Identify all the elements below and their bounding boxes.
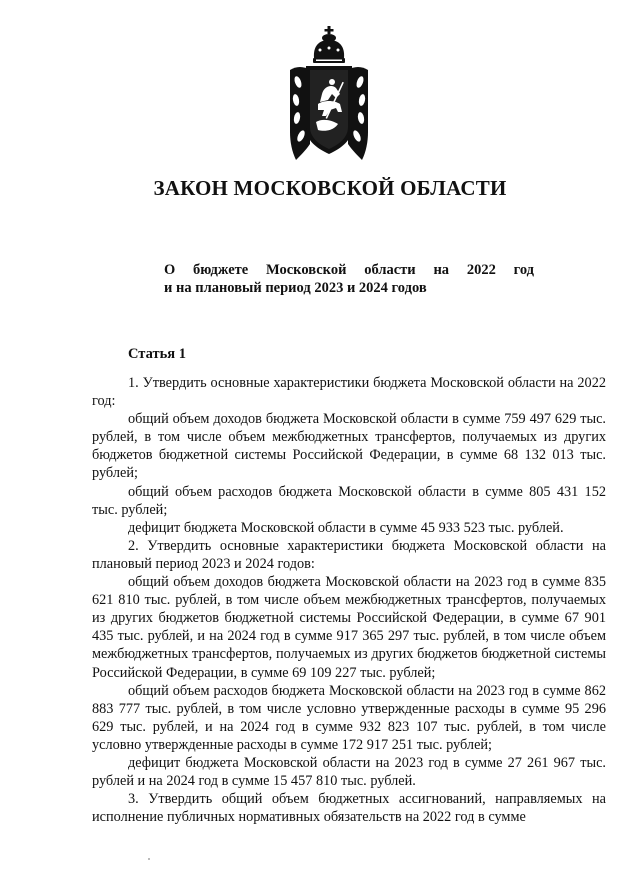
paragraph: 3. Утвердить общий объем бюджетных ассигнований, направляемых на исполнение публичных нормативных обязательств на 2022 год в сумме: [92, 791, 606, 826]
moscow-oblast-coat-of-arms-icon: [286, 24, 372, 164]
paragraph: 1. Утвердить основные характеристики бюджета Московской области на 2022 год:: [92, 375, 606, 410]
law-subject-line-1: О бюджете Московской области на 2022 год: [164, 262, 534, 278]
paragraph: общий объем доходов бюджета Московской области на 2023 год в сумме 835 621 810 тыс. рублей, в том числе объем межбюджетных трансфертов, получаемых из других бюджетов бюджетной системы Российской Федерации, в сумме 67 901 435 тыс. рублей, и на 2024 год в сумме 917 365 297 тыс. рублей, в том числе объем межбюджетных трансфертов, получаемых из других бюджетов бюджетной системы Российской Федерации, в сумме 69 109 227 тыс. рублей;: [92, 574, 606, 681]
law-subject-line-2: и на плановый период 2023 и 2024 годов: [164, 280, 427, 296]
law-title: ЗАКОН МОСКОВСКОЙ ОБЛАСТИ: [153, 176, 507, 200]
paragraph: дефицит бюджета Московской области на 2023 год в сумме 27 261 967 тыс. рублей и на 2024 год в сумме 15 457 810 тыс. рублей.: [92, 754, 606, 790]
paragraph: общий объем доходов бюджета Московской области в сумме 759 497 629 тыс. рублей, в том числе объем межбюджетных трансфертов, получаемых из других бюджетов бюджетной системы Российской Федерации, в сумме 68 132 013 тыс. рублей;: [92, 411, 606, 482]
article-heading: Статья 1: [128, 346, 186, 362]
paragraph: общий объем расходов бюджета Московской области на 2023 год в сумме 862 883 777 тыс. рублей, в том числе условно утвержденные расходы в сумме 95 296 629 тыс. рублей, и на 2024 год в сумме 932 823 107 тыс. рублей, в том числе условно утвержденные расходы в сумме 172 917 251 тыс. рублей;: [92, 682, 606, 753]
paragraph: 2. Утвердить основные характеристики бюджета Московской области на плановый период 2023 и 2024 годов:: [92, 537, 606, 572]
article-body: [92, 374, 606, 826]
paragraph: дефицит бюджета Московской области в сумме 45 933 523 тыс. рублей.: [128, 519, 564, 536]
law-subject: [164, 261, 534, 297]
paragraph: общий объем расходов бюджета Московской области в сумме 805 431 152 тыс. рублей;: [92, 483, 606, 518]
scan-artifact: [148, 858, 150, 860]
